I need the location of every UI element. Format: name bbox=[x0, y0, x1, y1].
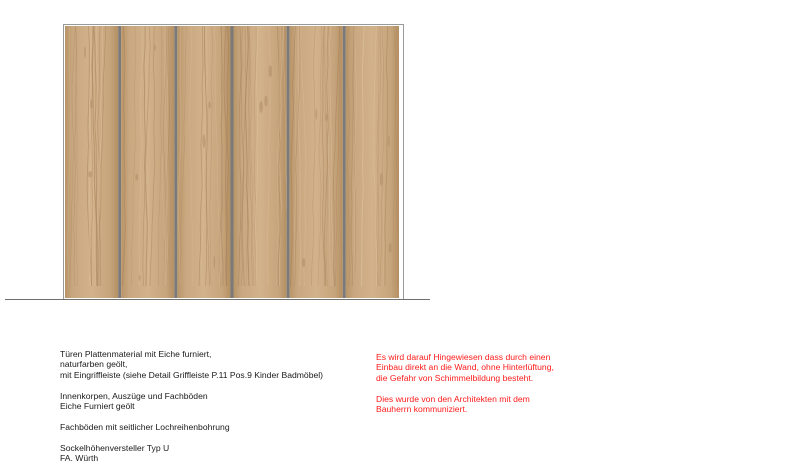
wood-knot bbox=[203, 134, 206, 148]
notes-right bbox=[376, 352, 636, 414]
wood-knot bbox=[88, 171, 92, 178]
warning-line-1: Es wird darauf Hingewiesen dass durch einen bbox=[376, 352, 551, 362]
wood-knot bbox=[154, 44, 156, 51]
note-shelves: Fachböden mit seitlicher Lochreihenbohrung bbox=[60, 421, 230, 432]
warning-line-2: Einbau direkt an die Wand, ohne Hinterlüftung, bbox=[376, 362, 554, 373]
handle-strip-2 bbox=[174, 26, 177, 298]
doors-group bbox=[65, 26, 399, 298]
communication-line-2: Bauherrn kommuniziert. bbox=[376, 404, 468, 415]
communication-line-1: Dies wurde von den Architekten mit dem bbox=[376, 393, 530, 404]
note-interior-1: Innenkorpen, Auszüge und Fachböden bbox=[60, 390, 208, 401]
door-panel-5 bbox=[290, 26, 343, 298]
note-material-1: Türen Plattenmaterial mit Eiche furniert, bbox=[60, 349, 212, 359]
wood-knot bbox=[315, 108, 317, 119]
handle-strip-5 bbox=[343, 26, 346, 298]
note-interior-2: Eiche Furniert geölt bbox=[60, 401, 135, 412]
wood-knot bbox=[84, 46, 86, 58]
handle-strip-4 bbox=[287, 26, 290, 298]
wood-knot bbox=[208, 101, 211, 108]
handle-strip-1 bbox=[118, 26, 121, 298]
wood-knot bbox=[139, 275, 141, 281]
note-base-2: FA. Würth bbox=[60, 453, 99, 464]
note-base-1: Sockelhöhenversteller Typ U bbox=[60, 442, 170, 453]
wood-knot bbox=[269, 65, 272, 77]
warning-line-3: die Gefahr von Schimmelbildung besteht. bbox=[376, 372, 534, 383]
note-material-2: naturfarben geölt, bbox=[60, 359, 128, 370]
wood-knot bbox=[264, 95, 267, 106]
note-material-3: mit Eingriffleiste (siehe Detail Griffleiste P.11 Pos.9 Kinder Badmöbel) bbox=[60, 369, 324, 380]
wood-knot bbox=[259, 101, 263, 113]
wood-knot bbox=[302, 258, 305, 268]
wood-knot bbox=[135, 174, 138, 181]
wood-knot bbox=[214, 256, 216, 269]
wood-knot bbox=[325, 113, 327, 121]
wood-knot bbox=[388, 135, 390, 147]
wood-knot bbox=[389, 243, 392, 253]
notes-left bbox=[60, 349, 390, 463]
wood-knot bbox=[380, 173, 383, 186]
handle-strip-3 bbox=[231, 26, 234, 298]
wood-knot bbox=[90, 99, 93, 109]
